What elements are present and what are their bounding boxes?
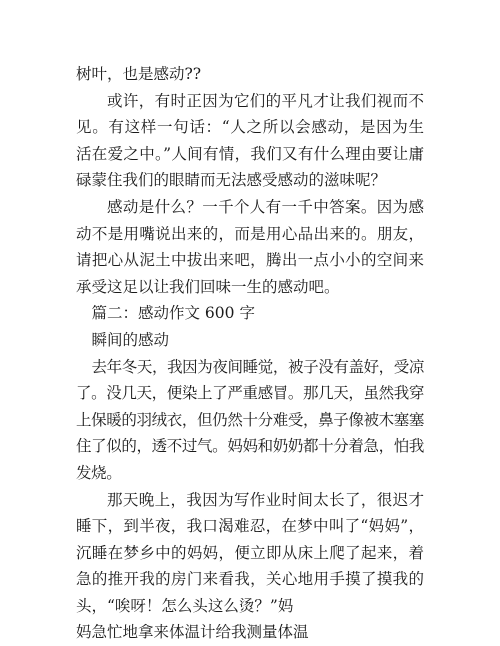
section-heading: 篇二：感动作文 600 字	[91, 304, 255, 323]
document-body	[76, 61, 424, 646]
paragraph-fragment: 树叶，也是感动??	[76, 65, 202, 83]
essay-title: 瞬间的感动	[91, 330, 170, 349]
paragraph-cut-off: 妈急忙地拿来体温计给我测量体温	[76, 623, 309, 642]
paragraph-what-is-touching: 感动是什么？一千个人有一千中答案。因为感动不是用嘴说出来的，而是用心品出来的。朋友，请把心从泥土中拔出来吧，腾出一点小小的空间来承受这足以让我们回味一生的感动吧。	[76, 197, 424, 296]
paragraph-last-winter: 去年冬天，我因为夜间睡觉，被子没有盖好，受凉了。没几天，便染上了严重感冒。那几天，虽然我穿上保暖的羽绒衣，但仍然十分难受，鼻子像被木塞塞住了似的，透不过气。妈妈和奶奶都十分着急，怕我发烧。	[76, 357, 424, 482]
paragraph-that-night: 那天晚上，我因为写作业时间太长了，很迟才睡下，到半夜，我口渴难忍，在梦中叫了“妈妈”，沉睡在梦乡中的妈妈，便立即从床上爬了起来，着急的推开我的房门来看我，关心地用手摸了摸我的头，“唉呀！怎么头这么烫？”妈	[76, 490, 424, 615]
paragraph-ordinary-unseen: 或许，有时正因为它们的平凡才让我们视而不见。有这样一句话：“人之所以会感动，是因为生活在爱之中。”人间有情，我们又有什么理由要让庸碌蒙住我们的眼睛而无法感受感动的滋味呢？	[76, 91, 424, 190]
